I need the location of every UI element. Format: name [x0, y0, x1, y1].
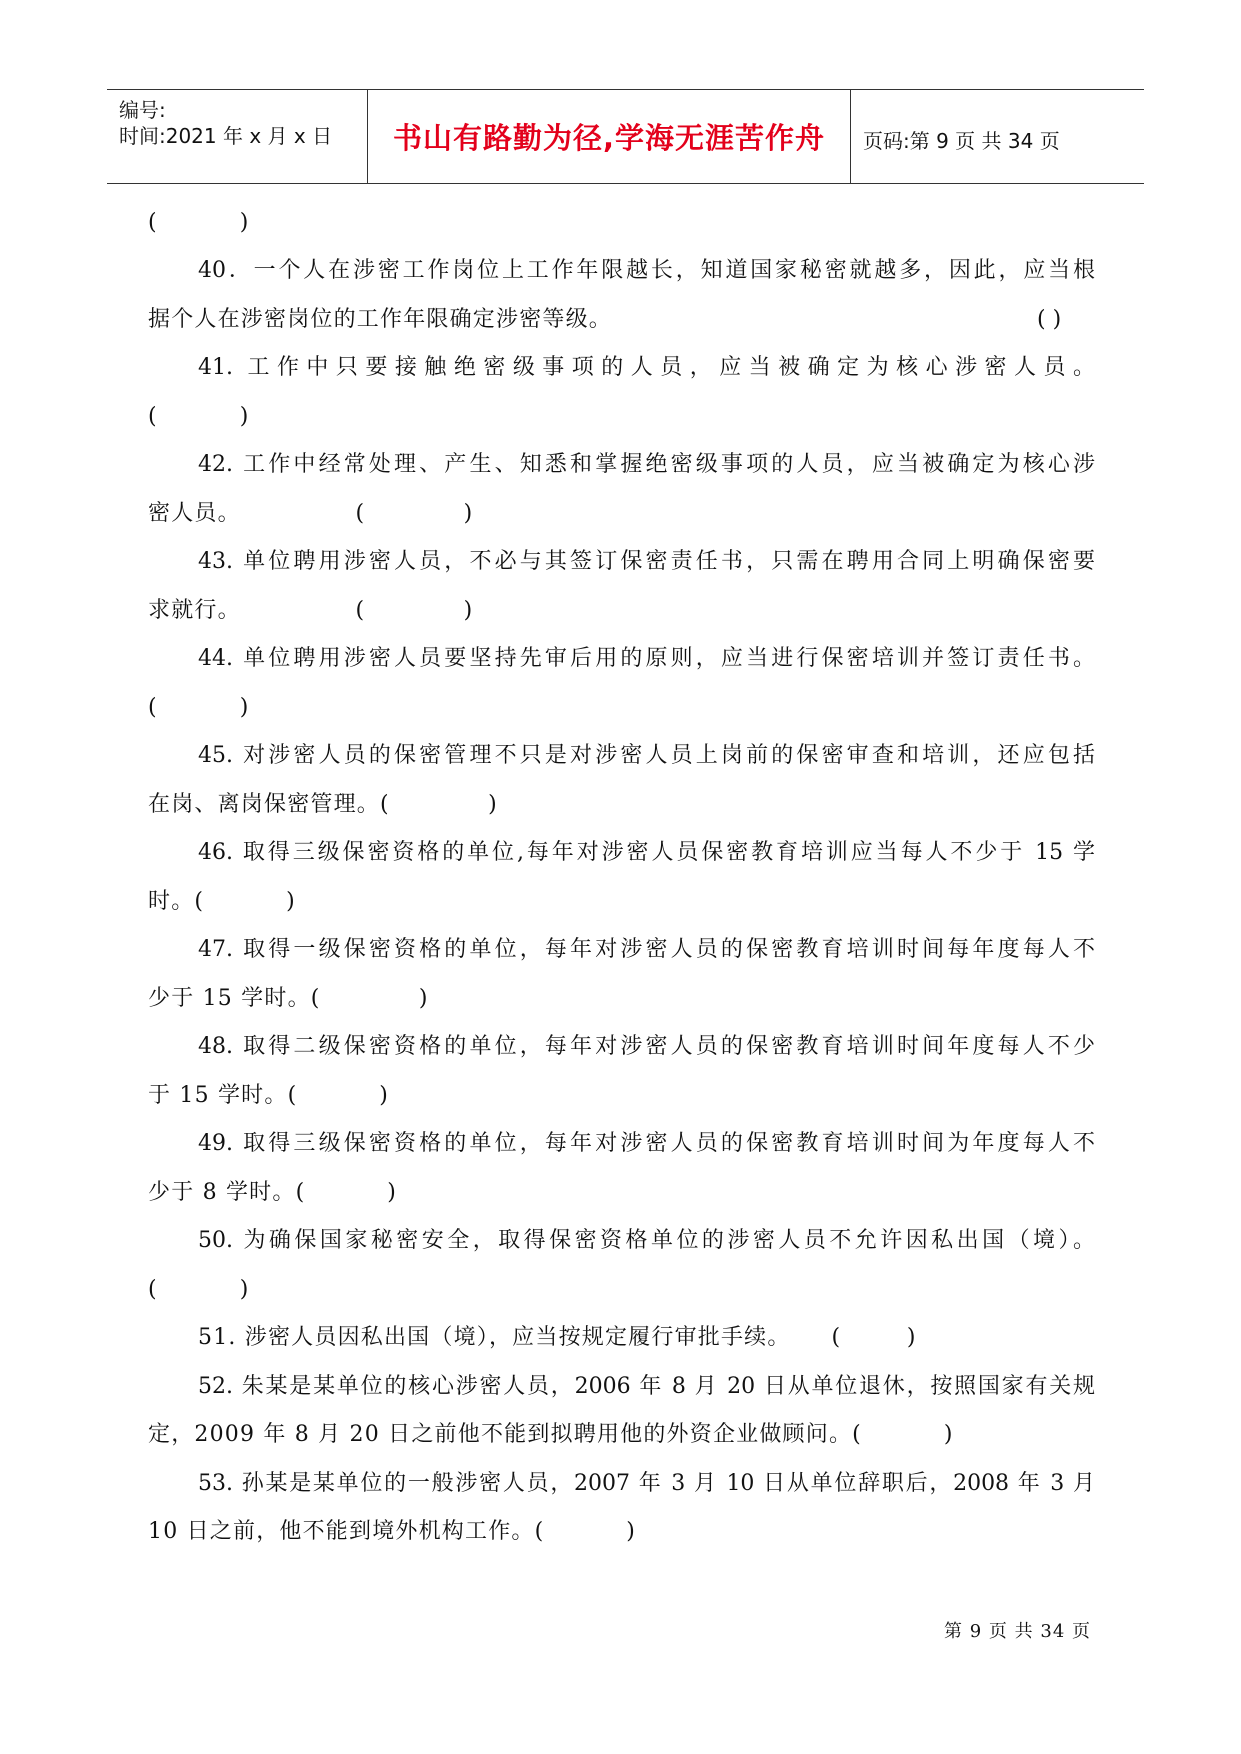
- text-line: ( ): [148, 404, 250, 429]
- text-line: 51. 涉密人员因私出国（境），应当按规定履行审批手续。 ( ): [198, 1325, 917, 1350]
- header-meta-cell: [107, 90, 367, 183]
- text-line: 41. 工作中只要接触绝密级事项的人员，应当被确定为核心涉密人员。: [198, 355, 1095, 380]
- header-page-cell: [851, 90, 1144, 183]
- text-line: 少于 8 学时。( ): [148, 1180, 398, 1205]
- text-line: ( ): [148, 1277, 250, 1302]
- text-line: 46. 取得三级保密资格的单位,每年对涉密人员保密教育培训应当每人不少于 15 学: [198, 840, 1095, 865]
- text-line: ( ): [148, 695, 250, 720]
- answer-bracket: ( ): [1037, 307, 1062, 332]
- text-line: 42. 工作中经常处理、产生、知悉和掌握绝密级事项的人员，应当被确定为核心涉: [198, 452, 1095, 477]
- document-time-label: 时间:2021 年 x 月 x 日: [119, 124, 333, 148]
- motto-text: 书山有路勤为径,学海无涯苦作舟: [392, 121, 826, 155]
- text-line: ( ): [148, 210, 250, 235]
- document-number-label: 编号:: [119, 98, 166, 122]
- text-line: 求就行。 ( ): [148, 598, 474, 623]
- text-line: 据个人在涉密岗位的工作年限确定涉密等级。: [148, 307, 613, 332]
- text-line: 时。( ): [148, 889, 296, 914]
- text-line: 47. 取得一级保密资格的单位，每年对涉密人员的保密教育培训时间每年度每人不: [198, 937, 1095, 962]
- text-line: 45. 对涉密人员的保密管理不只是对涉密人员上岗前的保密审查和培训，还应包括: [198, 743, 1095, 768]
- text-line: 50. 为确保国家秘密安全，取得保密资格单位的涉密人员不允许因私出国（境）。: [198, 1228, 1095, 1253]
- header-motto-cell: [367, 90, 851, 183]
- text-line: 10 日之前，他不能到境外机构工作。( ): [148, 1519, 637, 1544]
- text-line: 44. 单位聘用涉密人员要坚持先审后用的原则，应当进行保密培训并签订责任书。: [198, 646, 1095, 671]
- text-line: 定，2009 年 8 月 20 日之前他不能到拟聘用他的外资企业做顾问。( ): [148, 1422, 954, 1447]
- text-line: 40．一个人在涉密工作岗位上工作年限越长，知道国家秘密就越多，因此，应当根: [198, 258, 1095, 283]
- text-line: 于 15 学时。( ): [148, 1083, 390, 1108]
- text-line: 53. 孙某是某单位的一般涉密人员，2007 年 3 月 10 日从单位辞职后，2008 年 3 月: [198, 1471, 1095, 1496]
- page-footer: 第 9 页 共 34 页: [944, 1621, 1091, 1642]
- header-page-info: 页码:第 9 页 共 34 页: [863, 129, 1060, 153]
- text-line: 48. 取得二级保密资格的单位，每年对涉密人员的保密教育培训时间年度每人不少: [198, 1034, 1095, 1059]
- page-header: [107, 89, 1144, 184]
- text-line: 密人员。 ( ): [148, 501, 474, 526]
- text-line: 少于 15 学时。( ): [148, 986, 429, 1011]
- text-line: 43. 单位聘用涉密人员，不必与其签订保密责任书，只需在聘用合同上明确保密要: [198, 549, 1095, 574]
- text-line: 49. 取得三级保密资格的单位，每年对涉密人员的保密教育培训时间为年度每人不: [198, 1131, 1095, 1156]
- text-line: 在岗、离岗保密管理。( ): [148, 792, 498, 817]
- text-line: 52. 朱某是某单位的核心涉密人员，2006 年 8 月 20 日从单位退休，按照国家有关规: [198, 1374, 1095, 1399]
